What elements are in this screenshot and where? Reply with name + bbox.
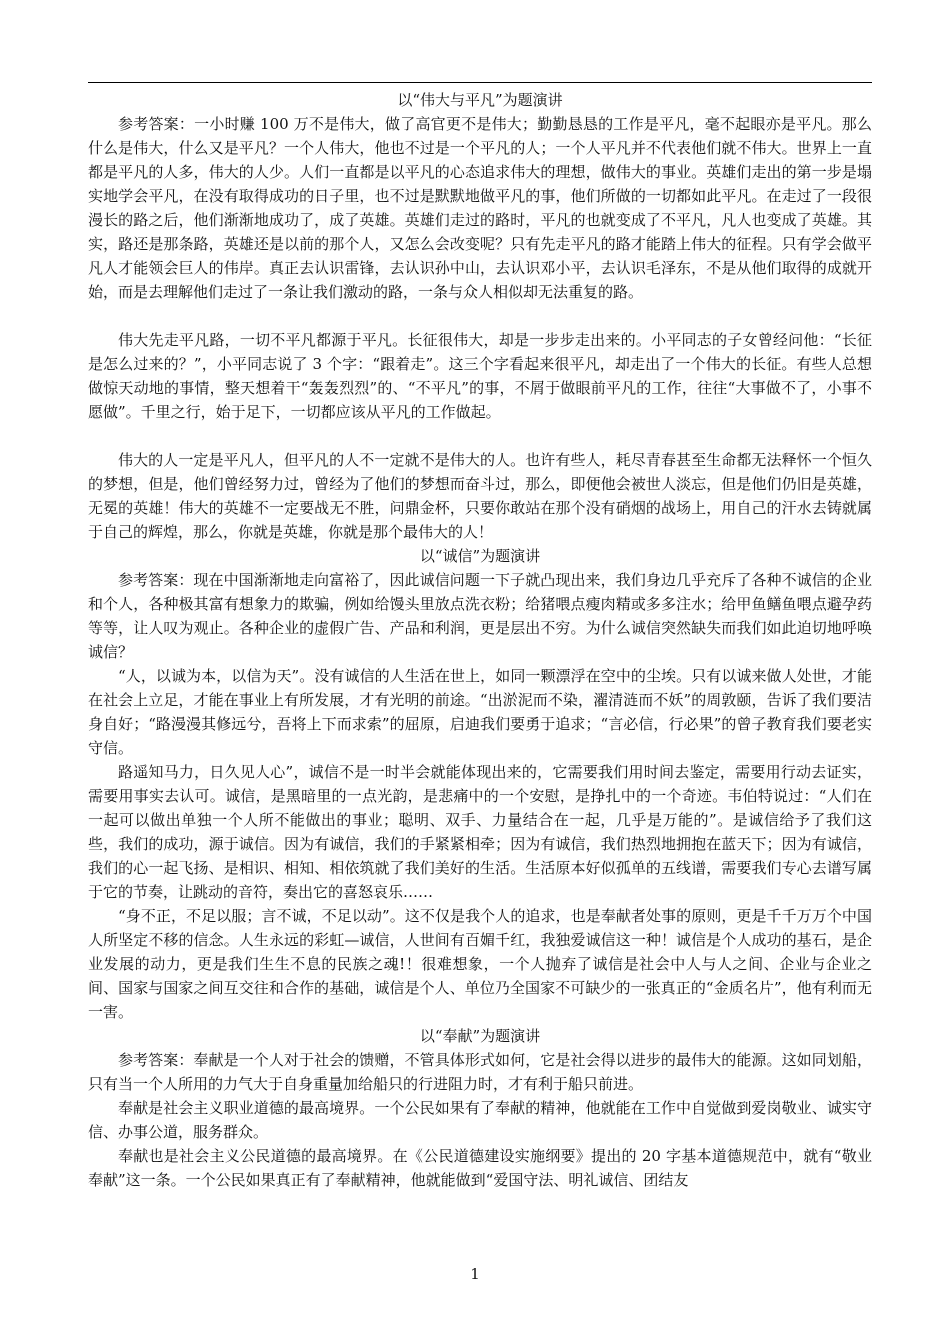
- document-body: [88, 88, 872, 1192]
- paragraph-gap: [88, 424, 872, 448]
- header-rule: [88, 82, 872, 83]
- paragraph: “人，以诚为本，以信为天”。没有诚信的人生活在世上，如同一颗漂浮在空中的尘埃。只有以诚来做人处世，才能在社会上立足，才能在事业上有所发展，才有光明的前途。“出淤泥而不染，濯清涟而不妖”的周敦颐，告诉了我们要洁身自好；“路漫漫其修远兮，吾将上下而求索”的屈原，启迪我们要勇于追求；“言必信，行必果”的曾子教育我们要老实守信。: [88, 667, 872, 757]
- paragraph: 伟大先走平凡路，一切不平凡都源于平凡。长征很伟大，却是一步步走出来的。小平同志的子女曾经问他：“长征是怎么过来的？”，小平同志说了 3 个字：“跟着走”。这三个字看起来很平凡，却走出了一个伟大的长征。有些人总想做惊天动地的事情，整天想着干“轰轰烈烈”的、“不平凡”的事，不屑于做眼前平凡的工作，往往“大事做不了，小事不愿做”。千里之行，始于足下，一切都应该从平凡的工作做起。: [88, 331, 872, 421]
- paragraph: 参考答案：一小时赚 100 万不是伟大，做了高官更不是伟大；勤勤恳恳的工作是平凡，毫不起眼亦是平凡。那么什么是伟大，什么又是平凡？一个人伟大，他也不过是一个平凡的人；一个人平凡并不代表他们就不伟大。世界上一直都是平凡的人多，伟大的人少。人们一直都是以平凡的心态追求伟大的理想，做伟大的事业。英雄们走出的第一步是塌实地学会平凡，在没有取得成功的日子里，也不过是默默地做平凡的事，他们所做的一切都如此平凡。在走过了一段很漫长的路之后，他们渐渐地成功了，成了英雄。英雄们走过的路时，平凡的也就变成了不平凡，凡人也变成了英雄。其实，路还是那条路，英雄还是以前的那个人，又怎么会改变呢？只有先走平凡的路才能踏上伟大的征程。只有学会做平凡人才能领会巨人的伟岸。真正去认识雷锋，去认识孙中山，去认识邓小平，去认识毛泽东，不是从他们取得的成就开始，而是去理解他们走过了一条让我们激动的路，一条与众人相似却无法重复的路。: [88, 115, 872, 301]
- section-title: 以“伟大与平凡”为题演讲: [397, 91, 563, 109]
- paragraph-gap: [88, 304, 872, 328]
- paragraph: “身不正，不足以服；言不诚，不足以动”。这不仅是我个人的追求，也是奉献者处事的原则，更是千千万万个中国人所坚定不移的信念。人生永远的彩虹—诚信，人世间有百媚千红，我独爱诚信这一种！诚信是个人成功的基石，是企业发展的动力，更是我们生生不息的民族之魂!！很难想象，一个人抛弃了诚信是社会中人与人之间、企业与企业之间、国家与国家之间互交往和合作的基础，诚信是个人、单位乃全国家不可缺少的一张真正的“金质名片”，他有利而无一害。: [88, 907, 872, 1021]
- paragraph: 路遥知马力，日久见人心”，诚信不是一时半会就能体现出来的，它需要我们用时间去鉴定，需要用行动去证实，需要用事实去认可。诚信，是黑暗里的一点光韵，是悲痛中的一个安慰，是挣扎中的一个奇迹。韦伯特说过：“人们在一起可以做出单独一个人所不能做出的事业；聪明、双手、力量结合在一起，几乎是万能的”。是诚信给予了我们这些，我们的成功，源于诚信。因为有诚信，我们的手紧紧相牵；因为有诚信，我们热烈地拥抱在蓝天下；因为有诚信，我们的心一起飞扬、是相识、相知、相依筑就了我们美好的生活。生活原本好似孤单的五线谱，需要我们专心去谱写属于它的节奏，让跳动的音符，奏出它的喜怒哀乐……: [88, 763, 872, 901]
- paragraph: 奉献是社会主义职业道德的最高境界。一个公民如果有了奉献的精神，他就能在工作中自觉做到爱岗敬业、诚实守信、办事公道，服务群众。: [88, 1099, 872, 1141]
- section-title: 以“奉献”为题演讲: [419, 1027, 541, 1045]
- paragraph: 参考答案：奉献是一个人对于社会的馈赠，不管具体形式如何，它是社会得以进步的最伟大的能源。这如同划船，只有当一个人所用的力气大于自身重量加给船只的行进阻力时，才有利于船只前进。: [88, 1051, 872, 1093]
- page-number: 1: [470, 1265, 480, 1283]
- paragraph: 奉献也是社会主义公民道德的最高境界。在《公民道德建设实施纲要》提出的 20 字基本道德规范中，就有“敬业奉献”这一条。一个公民如果真正有了奉献精神，他就能做到“爱国守法、明礼诚信、团结友: [88, 1147, 872, 1189]
- section-title: 以“诚信”为题演讲: [419, 547, 541, 565]
- paragraph: 伟大的人一定是平凡人，但平凡的人不一定就不是伟大的人。也许有些人，耗尽青春甚至生命都无法释怀一个恒久的梦想，但是，他们曾经努力过，曾经为了他们的梦想而奋斗过，那么，即便他会被世人淡忘，但是他们仍旧是英雄，无冕的英雄！伟大的英雄不一定要战无不胜，问鼎金杯，只要你敢站在那个没有硝烟的战场上，用自己的汗水去铸就属于自己的辉煌，那么，你就是英雄，你就是那个最伟大的人！: [88, 451, 872, 541]
- paragraph: 参考答案：现在中国渐渐地走向富裕了，因此诚信问题一下子就凸现出来，我们身边几乎充斥了各种不诚信的企业和个人，各种极其富有想象力的欺骗，例如给馒头里放点洗衣粉；给猪喂点瘦肉精或多多注水；给甲鱼鳝鱼喂点避孕药等等，让人叹为观止。各种企业的虚假广告、产品和利润，更是层出不穷。为什么诚信突然缺失而我们如此迫切地呼唤诚信？: [88, 571, 872, 661]
